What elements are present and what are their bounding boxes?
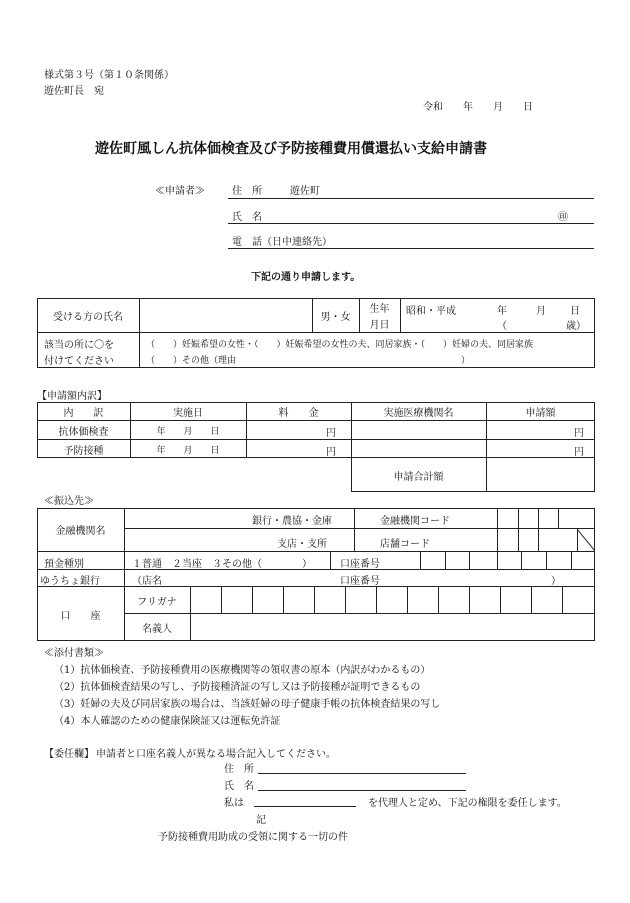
name-label: 氏 名 bbox=[232, 212, 262, 223]
delegate-text: を代理人と定め、下記の権限を委任します。 bbox=[368, 798, 567, 809]
row-fee-unit[interactable]: 円 bbox=[326, 447, 336, 458]
date-field[interactable]: 令和 年 月 日 bbox=[423, 102, 533, 113]
attachment-item: （2）抗体価検査結果の写し、予防接種済証の写し又は予防接種が証明できるもの bbox=[54, 682, 421, 693]
yucho-branch[interactable]: （店名 bbox=[132, 576, 162, 587]
recipient-name-label: 受ける方の氏名 bbox=[53, 311, 123, 323]
account-label: 口 座 bbox=[60, 610, 101, 622]
col-header-fee: 料 金 bbox=[278, 407, 319, 419]
proxy-name-line[interactable] bbox=[254, 806, 356, 807]
address-underline bbox=[228, 198, 594, 199]
yucho-account[interactable]: 口座番号 bbox=[340, 576, 380, 587]
account-type-options[interactable]: １普通 ２当座 ３その他（ ） bbox=[132, 559, 312, 570]
birth-day[interactable]: 日 bbox=[570, 306, 580, 317]
transfer-label: ≪振込先≫ bbox=[44, 496, 94, 507]
row-amount-unit[interactable]: 円 bbox=[574, 428, 584, 439]
address-value[interactable]: 遊佐町 bbox=[290, 186, 320, 197]
note-label: 記 bbox=[256, 815, 266, 826]
col-header-date: 実施日 bbox=[173, 407, 203, 419]
i-am-label: 私は bbox=[224, 798, 244, 809]
row-fee-unit[interactable]: 円 bbox=[326, 428, 336, 439]
row-item: 抗体価検査 bbox=[58, 426, 109, 438]
delegation-text: 申請者と口座名義人が異なる場合記入してください。 bbox=[96, 749, 336, 760]
phone-label: 電 話（日中連絡先） bbox=[232, 237, 332, 248]
authority-text: 予防接種費用助成の受領に関する一切の件 bbox=[158, 832, 348, 843]
name-underline bbox=[228, 223, 594, 224]
applicant-label: ≪申請者≫ bbox=[155, 186, 205, 197]
applicable-label-2: 付けてください bbox=[44, 356, 114, 367]
form-number: 様式第３号（第１０条関係） bbox=[44, 70, 174, 81]
branch-code-label: 店舗コード bbox=[380, 539, 430, 550]
row-date[interactable]: 年 月 日 bbox=[156, 445, 220, 456]
delegate-name-line[interactable] bbox=[258, 790, 466, 791]
age-open: （ bbox=[497, 321, 507, 332]
birth-year[interactable]: 年 bbox=[497, 306, 507, 317]
attachment-item: （4）本人確認のための健康保険証又は運転免許証 bbox=[54, 716, 281, 727]
branch-types[interactable]: 支店・支所 bbox=[277, 539, 327, 550]
amount-section-label: 【申請額内訳】 bbox=[37, 391, 107, 402]
birth-label-2: 月日 bbox=[369, 320, 390, 331]
delegate-address-line[interactable] bbox=[258, 773, 466, 774]
code-slash bbox=[577, 529, 595, 551]
delegate-address-label: 住 所 bbox=[224, 764, 254, 775]
phone-underline bbox=[228, 248, 594, 249]
account-number-label: 口座番号 bbox=[340, 559, 380, 570]
birth-month[interactable]: 月 bbox=[536, 306, 546, 317]
addressee: 遊佐町長 宛 bbox=[44, 86, 104, 97]
applicable-label-1: 該当の所に〇を bbox=[44, 340, 114, 351]
row-amount-unit[interactable]: 円 bbox=[574, 447, 584, 458]
era-selector[interactable]: 昭和・平成 bbox=[406, 306, 456, 317]
row-item: 予防接種 bbox=[63, 445, 104, 457]
holder-label: 名義人 bbox=[142, 624, 172, 635]
birth-label-1: 生年 bbox=[369, 304, 390, 315]
bank-code-label: 金融機関コード bbox=[380, 516, 450, 527]
address-label: 住 所 bbox=[232, 186, 262, 197]
attachment-item: （1）抗体価検査、予防接種費用の医療機関等の領収書の原本（内訳がわかるもの） bbox=[54, 665, 431, 676]
row-date[interactable]: 年 月 日 bbox=[156, 426, 220, 437]
furigana-label: フリガナ bbox=[137, 596, 177, 608]
request-text: 下記の通り申請します。 bbox=[251, 272, 361, 283]
institution-label: 金融機関名 bbox=[55, 526, 106, 537]
total-label: 申請合計額 bbox=[393, 471, 444, 483]
col-header-amount: 申請額 bbox=[525, 407, 556, 419]
option-row-1[interactable]: （ ）妊娠希望の女性・（ ）妊娠希望の女性の夫、同居家族・（ ）妊婦の夫、同居家族 bbox=[146, 340, 534, 350]
age-close: 歳） bbox=[566, 321, 586, 332]
col-header-clinic: 実施医療機関名 bbox=[383, 407, 454, 419]
account-type-label: 預金種別 bbox=[44, 559, 84, 570]
col-header-item: 内 訳 bbox=[63, 407, 104, 419]
attachment-item: （3）妊婦の夫及び同居家族の場合は、当該妊婦の母子健康手帳の抗体検査結果の写し bbox=[54, 699, 441, 710]
delegate-name-label: 氏 名 bbox=[224, 781, 254, 792]
gender-selector[interactable]: 男・女 bbox=[320, 311, 351, 323]
yucho-close: ） bbox=[551, 576, 561, 587]
yucho-label: ゆうちょ銀行 bbox=[40, 576, 100, 587]
delegation-label: 【委任欄】 bbox=[44, 749, 94, 760]
seal-mark: ㊞ bbox=[558, 212, 568, 223]
option-row-2[interactable]: （ ）その他（理由 ） bbox=[146, 356, 471, 366]
bank-types[interactable]: 銀行・農協・金庫 bbox=[252, 516, 332, 527]
page-title: 遊佐町風しん抗体価検査及び予防接種費用償還払い支給申請書 bbox=[95, 141, 487, 157]
attachments-label: ≪添付書類≫ bbox=[44, 648, 104, 659]
